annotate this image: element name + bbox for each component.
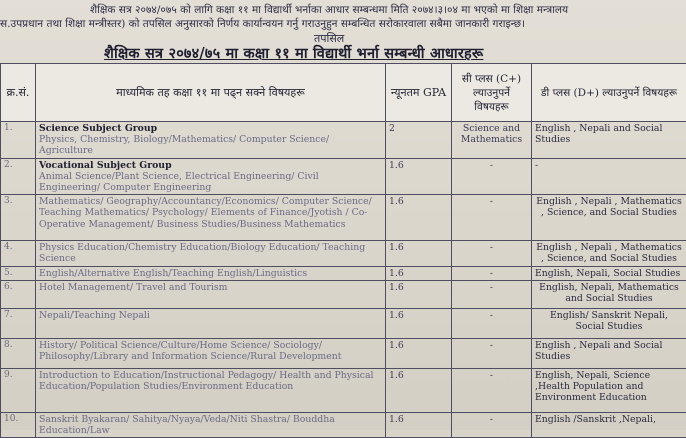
subject-list: Mathematics/ Geography/Accountancy/Economics/ Computer Science/ Teaching Mathematics/ Psychology/ Elements of Finance/Jyotish / Co-Operative Management/ Business Studies/Business Mathematics (39, 196, 382, 230)
subject-group-name: Vocational Subject Group (39, 160, 382, 171)
table-header-row (1, 64, 686, 122)
row-serial: 8. (1, 338, 36, 368)
row-d-plus-subjects: English , Nepali and Social Studies (532, 122, 686, 159)
row-subjects (36, 280, 386, 308)
table-row (1, 241, 686, 266)
row-d-plus-subjects: English , Nepali , Mathematics , Science, and Social Studies (532, 195, 686, 241)
subject-list: Animal Science/Plant Science, Electrical Engineering/ Civil Engineering/ Computer Engineering (39, 171, 382, 193)
table-row (1, 158, 686, 195)
subject-list: Nepali/Teaching Nepali (39, 310, 382, 321)
row-subjects (36, 158, 386, 195)
row-c-plus-subjects: - (452, 158, 532, 195)
document-title: शैक्षिक सत्र २०७४/७५ मा कक्षा ११ मा विद्यार्थी भर्ना सम्बन्धी आधारहरू (104, 43, 644, 63)
row-subjects (36, 195, 386, 241)
row-c-plus-subjects: - (452, 195, 532, 241)
row-min-gpa: 1.6 (386, 368, 452, 412)
row-subjects (36, 308, 386, 338)
row-min-gpa: 1.6 (386, 308, 452, 338)
header-c-plus: सी प्लस (C+) ल्याउनुपर्ने विषयहरू (452, 64, 532, 122)
row-serial: 7. (1, 308, 36, 338)
row-serial: 5. (1, 266, 36, 280)
row-subjects (36, 338, 386, 368)
header-subjects: माध्यमिक तह कक्षा ११ मा पढ्न सक्ने विषयहरू (36, 64, 386, 122)
row-min-gpa: 2 (386, 122, 452, 159)
subject-list: Physics, Chemistry, Biology/Mathematics/ Computer Science/ Agriculture (39, 134, 382, 156)
subject-group-name: Science Subject Group (39, 123, 382, 134)
row-subjects (36, 241, 386, 266)
row-subjects (36, 266, 386, 280)
row-serial: 1. (1, 122, 36, 159)
row-c-plus-subjects: - (452, 368, 532, 412)
subject-list: Sanskrit Byakaran/ Sahitya/Nyaya/Veda/Niti Shastra/ Bouddha Education/Law (39, 414, 382, 436)
subject-list: History/ Political Science/Culture/Home Science/ Sociology/ Philosophy/Library and Information Science/Rural Development (39, 340, 382, 362)
row-min-gpa: 1.6 (386, 266, 452, 280)
row-c-plus-subjects: Science and Mathematics (452, 122, 532, 159)
row-serial: 6. (1, 280, 36, 308)
row-serial: 3. (1, 195, 36, 241)
table-row (1, 195, 686, 241)
subject-list: Physics Education/Chemistry Education/Biology Education/ Teaching Science (39, 242, 382, 264)
annex-subheading: तपसिल (314, 31, 344, 46)
row-d-plus-subjects: English, Nepali, Mathematics and Social Studies (532, 280, 686, 308)
subject-list: English/Alternative English/Teaching English/Linguistics (39, 268, 382, 279)
subject-list: Introduction to Education/Instructional Pedagogy/ Health and Physical Education/Population Studies/Environment Education (39, 370, 382, 392)
row-min-gpa: 1.6 (386, 241, 452, 266)
row-subjects (36, 368, 386, 412)
row-c-plus-subjects: - (452, 338, 532, 368)
row-subjects (36, 122, 386, 159)
table-row (1, 280, 686, 308)
header-d-plus: डी प्लस (D+) ल्याउनुपर्ने विषयहरू (532, 64, 686, 122)
row-c-plus-subjects: - (452, 241, 532, 266)
row-d-plus-subjects: English, Nepali, Social Studies (532, 266, 686, 280)
row-d-plus-subjects: English/ Sanskrit Nepali, Social Studies (532, 308, 686, 338)
row-subjects (36, 412, 386, 437)
intro-line-2: स.उपप्रधान तथा शिक्षा मन्त्रीस्तर) को तपसिल अनुसारको निर्णय कार्यान्वयन गर्नु गराउनुहुन सम्बन्धित सरोकारवाला सबैमा जानकारी गराइन्छ। (0, 17, 682, 31)
header-min-gpa: न्यूनतम GPA (386, 64, 452, 122)
row-serial: 2. (1, 158, 36, 195)
row-d-plus-subjects: English, Nepali, Science ,Health Population and Environment Education (532, 368, 686, 412)
row-min-gpa: 1.6 (386, 195, 452, 241)
table-row (1, 266, 686, 280)
row-c-plus-subjects: - (452, 266, 532, 280)
table-row (1, 412, 686, 437)
row-c-plus-subjects: - (452, 412, 532, 437)
row-d-plus-subjects: - (532, 158, 686, 195)
table-row (1, 368, 686, 412)
row-c-plus-subjects: - (452, 280, 532, 308)
row-c-plus-subjects: - (452, 308, 532, 338)
subject-list: Hotel Management/ Travel and Tourism (39, 282, 382, 293)
row-serial: 10. (1, 412, 36, 437)
row-d-plus-subjects: English /Sanskrit ,Nepali, (532, 412, 686, 437)
row-min-gpa: 1.6 (386, 412, 452, 437)
row-min-gpa: 1.6 (386, 280, 452, 308)
row-d-plus-subjects: English , Nepali , Mathematics , Science, and Social Studies (532, 241, 686, 266)
table-row (1, 308, 686, 338)
header-serial: क्र.सं. (1, 64, 36, 122)
row-d-plus-subjects: English , Nepali and Social Studies (532, 338, 686, 368)
admission-criteria-table (0, 63, 686, 438)
row-serial: 4. (1, 241, 36, 266)
row-serial: 9. (1, 368, 36, 412)
row-min-gpa: 1.6 (386, 158, 452, 195)
table-row (1, 122, 686, 159)
row-min-gpa: 1.6 (386, 338, 452, 368)
intro-line-1: शैक्षिक सत्र २०७४/०७५ को लागि कक्षा ११ मा विद्यार्थी भर्नाका आधार सम्बन्धमा मिति २०७४।३।०४ मा भएको मा शिक्षा मन्त्रालय (90, 3, 682, 17)
table-row (1, 338, 686, 368)
